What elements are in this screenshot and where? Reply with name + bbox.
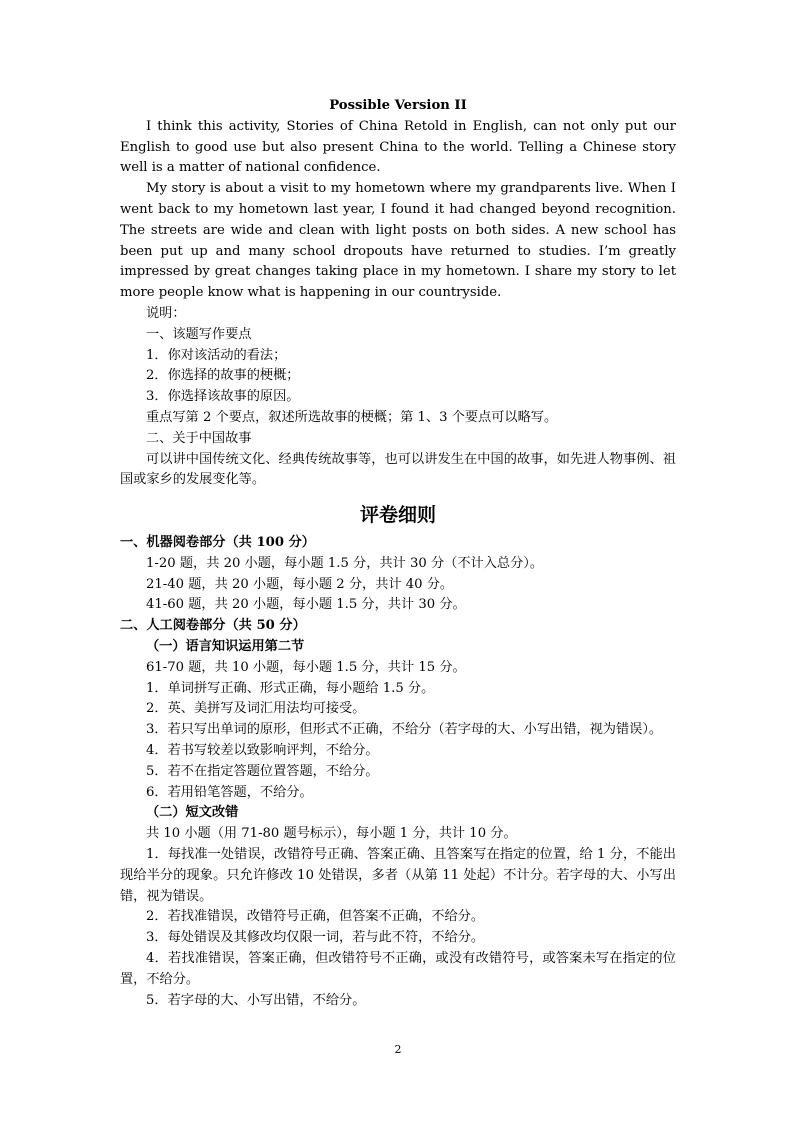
sub2-line-3: 2．若找准错误，改错符号正确，但答案不正确，不给分。 <box>146 909 485 925</box>
sub1-line-7: 6．若用铅笔答题，不给分。 <box>146 784 313 800</box>
notes-point-3: 3．你选择该故事的原因。 <box>146 389 300 405</box>
sub2-line-5: 4．若找准错误，答案正确，但改错符号不正确，或没有改错符号，或答案未写在指定的位置，不给分。 <box>120 950 676 987</box>
sub1-line-4: 3．若只写出单词的原形，但形式不正确，不给分（若字母的大、小写出错，视为错误）。 <box>146 722 663 738</box>
sub1-line-5: 4．若书写较差以致影响评判，不给分。 <box>146 742 379 758</box>
sub2-heading: （二）短文改错 <box>146 805 239 821</box>
sub1-line-3: 2．英、美拼写及词汇用法均可接受。 <box>146 701 366 717</box>
essay-paragraph-1: I think this activity, Stories of China Retold in English, can not only put our English to good use but also present China to the world. Telling a Chinese story well is a matter of national confidence. <box>120 118 676 176</box>
scoring-title: 评卷细则 <box>359 504 436 526</box>
sub1-line-6: 5．若不在指定答题位置答题，不给分。 <box>146 763 379 779</box>
part1-line-1: 1-20 题，共 20 小题，每小题 1.5 分，共计 30 分（不计入总分）。 <box>146 555 544 571</box>
notes-label: 说明： <box>146 305 186 321</box>
sub2-line-4: 3．每处错误及其修改均仅限一词，若与此不符，不给分。 <box>146 930 485 946</box>
scoring-section <box>120 533 676 1011</box>
sub2-line-2: 1．每找准一处错误，改错符号正确、答案正确、且答案写在指定的位置，给 1 分，不能出现给半分的现象。只允许修改 10 处错误，多者（从第 11 处起）不计分。若字母的大、小写出错，视为错误。 <box>120 846 676 904</box>
sub1-line-2: 1．单词拼写正确、形式正确，每小题给 1.5 分。 <box>146 680 435 696</box>
sub2-line-1: 共 10 小题（用 71-80 题号标示），每小题 1 分，共计 10 分。 <box>146 826 517 842</box>
notes-section-1-heading: 一、该题写作要点 <box>146 326 252 342</box>
part1-line-2: 21-40 题，共 20 小题，每小题 2 分，共计 40 分。 <box>146 576 454 592</box>
essay-title: Possible Version II <box>329 98 467 113</box>
sub1-line-1: 61-70 题，共 10 小题，每小题 1.5 分，共计 15 分。 <box>146 659 466 675</box>
part1-heading: 一、机器阅卷部分（共 100 分） <box>120 535 315 550</box>
sub2-line-6: 5．若字母的大、小写出错，不给分。 <box>146 992 366 1008</box>
notes-point-1: 1．你对该活动的看法； <box>146 347 287 363</box>
notes-section-2-heading: 二、关于中国故事 <box>146 430 252 446</box>
sub1-heading: （一）语言知识运用第二节 <box>146 638 305 654</box>
part2-heading: 二、人工阅卷部分（共 50 分） <box>120 618 306 634</box>
part1-line-3: 41-60 题，共 20 小题，每小题 1.5 分，共计 30 分。 <box>146 597 466 613</box>
notes-story-note: 可以讲中国传统文化、经典传统故事等，也可以讲发生在中国的故事，如先进人物事例、祖国或家乡的发展变化等。 <box>120 451 676 488</box>
notes-point-2: 2．你选择的故事的梗概； <box>146 368 300 384</box>
essay-section <box>120 96 676 491</box>
page-number: 2 <box>394 1043 402 1056</box>
essay-paragraph-2: My story is about a visit to my hometown where my grandparents live. When I went back to my hometown last year, I found it had changed beyond recognition. The streets are wide and clean with light posts on both sides. A new school has been put up and many school dropouts have returned to studies. I’m greatly impressed by great changes taking place in my hometown. I share my story to let more people know what is happening in our countryside. <box>120 181 676 301</box>
notes-focus: 重点写第 2 个要点，叙述所选故事的梗概；第 1、3 个要点可以略写。 <box>146 409 558 425</box>
